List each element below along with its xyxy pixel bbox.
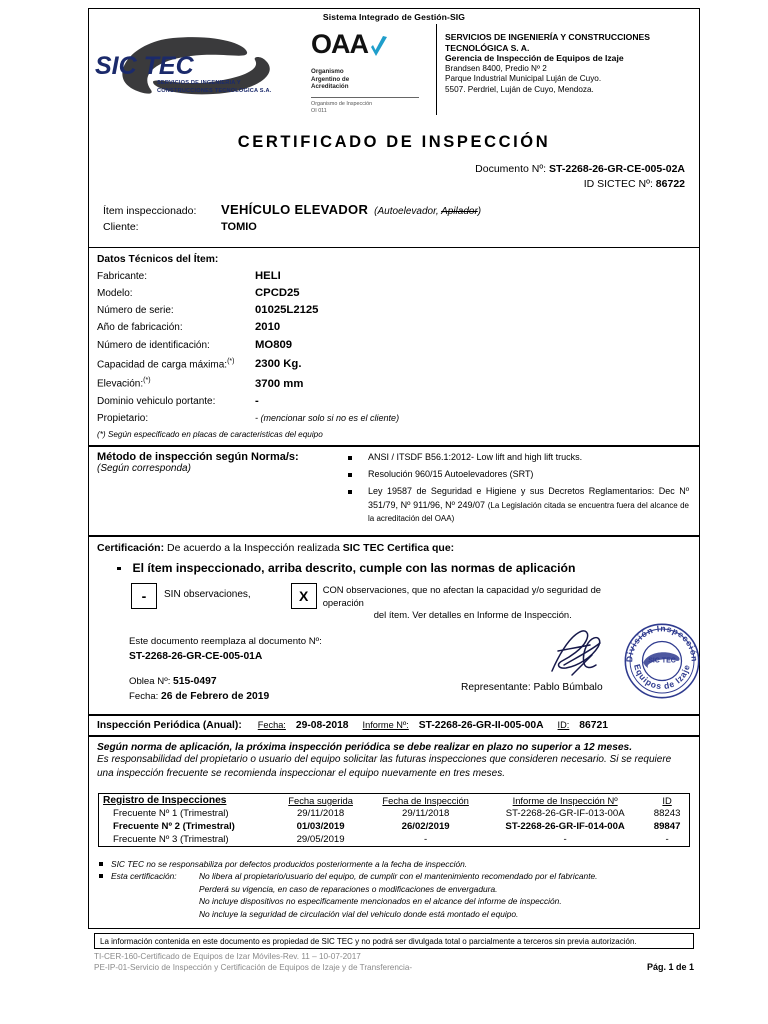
svg-text:Equipos de Izaje: Equipos de Izaje xyxy=(632,662,692,691)
method-list-item-text: Resolución 960/15 Autoelevadores (SRT) xyxy=(368,469,534,480)
technical-footnote: (*) Según especificado en placas de caracteristicas del equipo xyxy=(97,430,323,440)
client-value: TOMIO xyxy=(221,220,257,233)
oaa-subtitle xyxy=(311,68,436,91)
sictec-id-label: ID SICTEC Nº: xyxy=(583,177,653,190)
technical-row xyxy=(89,319,699,336)
periodic-report-label: Informe Nº: xyxy=(362,719,409,730)
table-row xyxy=(99,820,690,833)
sictec-id-value: 86722 xyxy=(655,177,685,190)
registry-id: - xyxy=(665,833,669,845)
periodic-inspection-row xyxy=(89,716,699,735)
registry-name: Frecuente Nº 3 (Trimestral) xyxy=(113,833,229,845)
registry-inspected: - xyxy=(424,833,428,845)
bullet-square-icon xyxy=(348,473,352,477)
method-list xyxy=(342,451,699,529)
technical-data-box xyxy=(88,247,700,446)
owner-value: - (mencionar solo si no es el cliente) xyxy=(255,413,400,424)
bullet-square-icon xyxy=(348,490,352,494)
oaa-wordmark: OAA xyxy=(311,29,368,59)
document-number-value: ST-2268-26-GR-CE-005-02A xyxy=(549,162,685,175)
registry-id: 88243 xyxy=(653,807,681,819)
oaa-divider xyxy=(311,97,419,98)
column-header-inspection-date: Fecha de Inspección xyxy=(382,794,469,806)
method-subtitle: (Según corresponda) xyxy=(97,463,191,475)
inspected-item-row xyxy=(89,200,699,219)
periodic-report-value: ST-2268-26-GR-II-005-00A xyxy=(418,719,544,731)
registry-section-box xyxy=(88,736,700,930)
address-line4: Brandsen 8400, Predio Nº 2 xyxy=(445,63,547,73)
address-line1: SERVICIOS DE INGENIERÍA Y CONSTRUCCIONES xyxy=(445,32,651,42)
technical-row-value: HELI xyxy=(255,269,281,282)
con-observaciones-line2: del ítem. Ver detalles en Informe de Inspección. xyxy=(373,609,572,621)
disclaimer-item-text: SIC TEC no se responsabiliza por defectos producidos posteriormente a la fecha de inspección. xyxy=(111,858,468,869)
column-header-id: ID xyxy=(662,794,672,806)
technical-row-label: Capacidad de carga máxima:(*) xyxy=(97,357,235,371)
certification-bullet xyxy=(89,561,699,575)
oaa-foot-line1: Organismo de Inspección xyxy=(311,100,373,107)
technical-row xyxy=(89,393,699,410)
sig-banner: Sistema Integrado de Gestión-SIG xyxy=(322,12,466,22)
technical-row-value: 2010 xyxy=(255,321,281,334)
owner-label: Propietario: xyxy=(97,413,149,425)
disclaimer-spacer xyxy=(111,895,199,908)
method-list-item-text: ANSI / ITSDF B56.1:2012- Low lift and high lift trucks. xyxy=(368,452,583,463)
technical-row-label: Dominio vehiculo portante: xyxy=(97,395,216,407)
table-header-row xyxy=(99,793,690,807)
footer-ref-line2: PE-IP-01-Servicio de Inspección y Certificación de Equipos de Izaje y de Transferencia- xyxy=(94,963,413,973)
certificate-sheet xyxy=(88,8,700,1008)
disclaimer-spacer xyxy=(111,908,199,921)
certification-bullet-text: El ítem inspeccionado, arriba descrito, cumple con las normas de aplicación xyxy=(132,561,576,576)
technical-row-value: 2300 Kg. xyxy=(255,358,302,371)
column-header-report-number: Informe de Inspección Nº xyxy=(512,794,618,806)
con-observaciones-line1: CON observaciones, que no afectan la capacidad y/o seguridad de operación xyxy=(322,584,602,608)
inspected-item-parenthetical xyxy=(374,206,481,217)
replaces-label: Este documento reemplaza al documento Nº: xyxy=(129,635,322,647)
disclaimer-line: No incluye la seguridad de circulación vial del vehiculo donde está montado el equipo. xyxy=(199,908,519,919)
certification-box xyxy=(88,536,700,715)
document-footer xyxy=(88,949,700,973)
page-title: CERTIFICADO DE INSPECCIÓN xyxy=(237,132,551,151)
sictec-tagline xyxy=(157,79,271,95)
certification-lead-bold: SIC TEC Certifica que: xyxy=(342,542,455,555)
periodic-note-normal: Es responsabilidad del propietario o usuario del equipo solicitar las futuras inspecciones que consideren necesario. Si se requiere una inspección frecuente se recomienda inspeccionar el equipo nuevamente en tres meses. xyxy=(97,753,672,779)
table-row xyxy=(99,833,690,847)
periodic-id-label: ID: xyxy=(557,719,570,730)
representative-value: Pablo Búmbalo xyxy=(533,681,603,693)
registry-inspected: 26/02/2019 xyxy=(401,820,450,832)
certificate-date-label: Fecha: xyxy=(129,690,159,702)
title-section xyxy=(88,121,700,247)
registry-suggested: 01/03/2019 xyxy=(296,820,345,832)
oaa-sub-line1: Organismo xyxy=(311,68,344,75)
technical-row-value: 01025L2125 xyxy=(255,304,319,317)
sictec-wordmark: SIC TEC xyxy=(95,52,194,80)
disclaimer-line: No libera al propietario/usuario del equipo, de cumplir con el mantenimiento recomendado por el fabricante. xyxy=(199,871,598,882)
address-line5: Parque Industrial Municipal Luján de Cuyo. xyxy=(445,74,602,84)
document-header xyxy=(88,8,700,121)
sictec-id-line xyxy=(89,177,699,192)
sictec-tagline-line1: SERVICIOS DE INGENIERIA Y xyxy=(157,80,241,86)
document-number-line xyxy=(89,162,699,177)
oblea-label: Oblea Nº: xyxy=(129,675,171,687)
footer-references xyxy=(94,951,412,973)
periodic-date-label: Fecha: xyxy=(257,719,286,730)
registry-suggested: 29/11/2018 xyxy=(296,807,345,819)
periodic-id-value: 86721 xyxy=(579,719,608,731)
technical-row xyxy=(89,354,699,374)
technical-row-value: - xyxy=(255,394,259,407)
replaces-value: ST-2268-26-GR-CE-005-01A xyxy=(129,650,263,662)
registry-report: ST-2268-26-GR-IF-013-00A xyxy=(505,807,625,819)
representative-line xyxy=(461,682,603,693)
disclaimer-line: No incluye dispositivos no especificamente mencionados en el alcance del informe de inspección. xyxy=(199,896,562,907)
parenthetical-close: ) xyxy=(477,205,482,217)
technical-row xyxy=(89,302,699,319)
document-number-label: Documento Nº: xyxy=(475,162,547,175)
technical-row-value: MO809 xyxy=(255,338,293,351)
company-address-block xyxy=(437,24,699,115)
registry-suggested: 29/05/2019 xyxy=(296,833,345,845)
column-header-registry: Registro de Inspecciones xyxy=(103,794,227,806)
technical-data-title: Datos Técnicos del Ítem: xyxy=(97,253,219,265)
bullet-square-icon xyxy=(99,874,103,878)
signature-icon xyxy=(544,625,614,685)
inspection-stamp-icon xyxy=(623,622,701,705)
technical-row-label: Fabricante: xyxy=(97,270,148,282)
asterisk-marker: (*) xyxy=(143,377,151,385)
parenthetical-open: (Autoelevador, xyxy=(374,205,439,217)
footer-ref-line1: TI-CER-160-Certificado de Equipos de Izar Móviles-Rev. 11 – 10-07-2017 xyxy=(94,952,361,962)
svg-text:División Inspección: División Inspección xyxy=(624,623,700,663)
certification-lead-text: De acuerdo a la Inspección realizada xyxy=(167,542,340,555)
bullet-square-icon xyxy=(99,862,103,866)
technical-row xyxy=(89,285,699,302)
certification-lead xyxy=(89,542,699,554)
registry-report: ST-2268-26-GR-IF-014-00A xyxy=(505,820,625,832)
method-item3-main: Ley 19587 de Seguridad e Higiene y sus Decretos Reglamentarios: Dec Nº 351/79, Nº 911/96, Nº 249/07 xyxy=(368,486,689,510)
method-list-item xyxy=(342,485,689,526)
technical-row-label: Elevación:(*) xyxy=(97,377,151,390)
observation-checkboxes xyxy=(89,583,699,622)
oblea-value: 515-0497 xyxy=(173,675,217,687)
checkbox-con-observaciones[interactable]: X xyxy=(291,583,317,609)
disclaimer-spacer xyxy=(111,883,199,896)
inspected-item-value: VEHÍCULO ELEVADOR xyxy=(221,201,369,217)
checkbox-con-observaciones-label xyxy=(323,583,623,622)
page-number: Pág. 1 de 1 xyxy=(646,962,694,973)
technical-row xyxy=(89,268,699,285)
technical-row-label: Modelo: xyxy=(97,287,133,299)
checkbox-sin-observaciones[interactable]: - xyxy=(131,583,157,609)
oaa-logo-block xyxy=(311,24,437,115)
address-line2: TECNOLÓGICA S. A. xyxy=(445,42,530,53)
registry-inspected: 29/11/2018 xyxy=(401,807,450,819)
representative-label: Representante: xyxy=(461,681,531,693)
column-header-suggested-date: Fecha sugerida xyxy=(288,794,353,806)
oaa-foot-line2: OI 011 xyxy=(311,107,327,114)
item-summary xyxy=(89,192,699,243)
certificate-date-value: 26 de Febrero de 2019 xyxy=(161,690,270,702)
registry-name: Frecuente Nº 1 (Trimestral) xyxy=(113,807,229,819)
registry-table-wrap xyxy=(89,787,699,853)
method-title: Método de inspección según Norma/s: xyxy=(97,451,299,464)
privacy-notice: La información contenida en este documento es propiedad de SIC TEC y no podrá ser divulgada total o parcialmente a terceros sin previa autorización. xyxy=(94,933,694,949)
parenthetical-struck: Apilador xyxy=(441,205,478,217)
address-line3: Gerencia de Inspección de Equipos de Izaje xyxy=(445,53,624,64)
address-line6: 5507. Perdriel, Luján de Cuyo, Mendoza. xyxy=(445,84,594,94)
signature-area xyxy=(89,622,699,708)
inspection-registry-table xyxy=(98,793,690,847)
registry-id: 89847 xyxy=(653,820,681,832)
method-list-item xyxy=(342,468,689,482)
owner-row xyxy=(89,410,699,427)
oaa-sub-line2: Argentino de xyxy=(311,75,350,83)
disclaimer-key: Esta certificación: xyxy=(111,871,177,882)
inspected-item-label: Ítem inspeccionado: xyxy=(103,204,197,217)
periodic-date-value: 29-08-2018 xyxy=(295,719,349,731)
technical-row-label: Número de identificación: xyxy=(97,339,210,351)
periodic-inspection-box xyxy=(88,715,700,736)
asterisk-marker: (*) xyxy=(227,357,235,365)
method-list-item xyxy=(342,451,689,465)
table-row xyxy=(99,807,690,820)
oaa-sub-line3: Acreditación xyxy=(311,83,349,91)
periodic-title: Inspección Periódica (Anual): xyxy=(97,719,242,731)
registry-name: Frecuente Nº 2 (Trimestral) xyxy=(113,820,235,832)
disclaimer-item xyxy=(97,870,691,920)
client-label: Cliente: xyxy=(103,220,139,233)
disclaimer-line: Perderá su vigencia, en caso de reparaciones o modificaciones de envergadura. xyxy=(199,883,498,894)
technical-row-label: Año de fabricación: xyxy=(97,322,183,334)
method-item3-note: (La Legislación citada se encuentra fuera del alcance de la acreditación del OAA) xyxy=(368,500,689,524)
client-row xyxy=(89,219,699,235)
registry-report: - xyxy=(563,833,567,845)
method-box xyxy=(88,446,700,536)
svg-text:SIC TEC: SIC TEC xyxy=(648,657,676,665)
bullet-square-icon xyxy=(117,567,121,571)
technical-row-value: 3700 mm xyxy=(255,377,304,390)
certification-lead-label: Certificación: xyxy=(97,542,165,555)
checkbox-sin-observaciones-label: SIN observaciones, xyxy=(164,589,251,601)
technical-row xyxy=(89,373,699,393)
disclaimer-item xyxy=(97,858,691,871)
disclaimer-item-body xyxy=(111,870,598,920)
checkmark-icon xyxy=(369,36,389,65)
periodic-note-bold: Según norma de aplicación, la próxima inspección periódica se debe realizar en plazo no superior a 12 meses. xyxy=(97,741,633,753)
sictec-tagline-line2: CONSTRUCCIONES TECNOLOGICA S.A. xyxy=(157,88,272,94)
oaa-footer xyxy=(311,101,436,115)
method-list-item-text xyxy=(368,485,689,526)
technical-row xyxy=(89,337,699,354)
technical-row-label: Número de serie: xyxy=(97,305,174,317)
technical-row-value: CPCD25 xyxy=(255,286,300,299)
bullet-square-icon xyxy=(348,456,352,460)
disclaimer-list xyxy=(89,853,699,929)
sictec-logo-block xyxy=(89,24,311,115)
